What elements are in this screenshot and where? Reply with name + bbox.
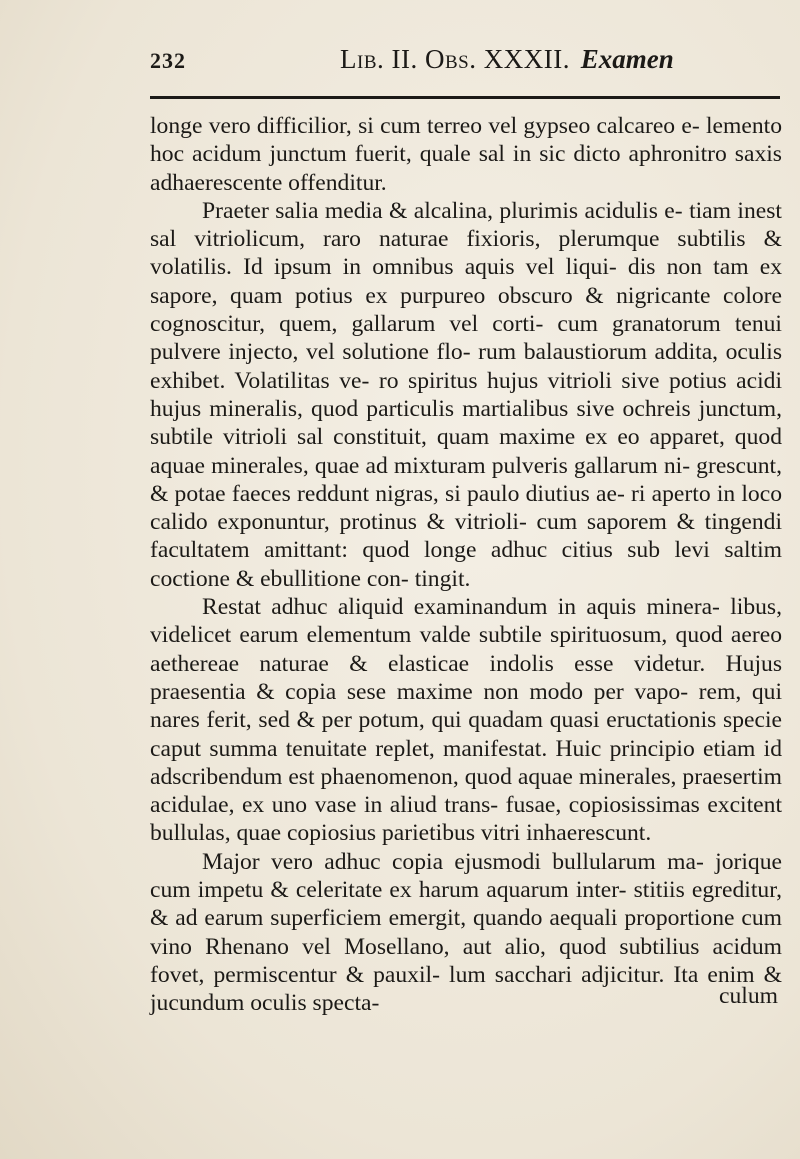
running-head-book-observation: Lib. II. Obs. XXXII. <box>340 44 570 74</box>
running-head <box>340 44 674 75</box>
paragraph-2: Praeter salia media & alcalina, plurimis acidulis e- tiam inest sal vitriolicum, raro naturae fixioris, plerumque subtilis & volatilis. Id ipsum in omnibus aquis vel liqui- dis non tam ex sapore, quam potius ex purpureo obscuro & nigricante colore cognoscitur, quem, gallarum vel corti- cum granatorum tenui pulvere injecto, vel solutione flo- rum balaustiorum addita, oculis exhibet. Volatilitas ve- ro spiritus hujus vitrioli sive potius acidi hujus mineralis, quod particulis martialibus sive ochreis junctum, subtile vitrioli sal constituit, quam maxime ex eo apparet, quod aquae minerales, quae ad mixturam pulveris gallarum ni- grescunt, & potae faeces reddunt nigras, si paulo diutius ae- ri aperto in loco calido exponuntur, protinus & vitrioli- cum saporem & tingendi facultatem amittant: quod longe adhuc citius sub levi saltim coctione & ebullitione con- tingit. <box>150 197 782 592</box>
page-header <box>150 44 780 84</box>
paragraph-1: longe vero difficilior, si cum terreo vel gypseo calcareo e- lemento hoc acidum junctum fuerit, quale sal in sic dicto aphronitro saxis adhaerescente offenditur. <box>150 113 782 196</box>
page-number: 232 <box>150 48 186 73</box>
paragraph-3: Restat adhuc aliquid examinandum in aquis minera- libus, videlicet earum elementum valde subtile spirituosum, quod aereo aethereae naturae & elasticae indolis esse videtur. Hujus praesentia & copia sese maxime non modo per vapo- rem, qui nares ferit, sed & per potum, qui quadam quasi eructationis specie caput summa tenuitate replet, manifestat. Huic principio etiam id adscribendum est phaenomenon, quod aquae minerales, praesertim acidulae, ex uno vase in aliud trans- fusae, copiosissimas excitent bullulas, quae copiosius parietibus vitri inhaerescunt. <box>150 594 782 847</box>
catchword: culum <box>719 983 778 1009</box>
running-head-section: Examen <box>580 44 674 74</box>
paragraph-4: Major vero adhuc copia ejusmodi bullularum ma- jorique cum impetu & celeritate ex harum aquarum inter- stitiis egreditur, & ad earum superficiem emergit, quando aequali proportione cum vino Rhenano vel Mosellano, aut alio, quod subtilius acidum fovet, permiscentur & pauxil- lum sacchari adjicitur. Ita enim & jucundum oculis specta- <box>150 848 782 1017</box>
body-text <box>150 112 782 1018</box>
header-rule <box>150 96 780 99</box>
